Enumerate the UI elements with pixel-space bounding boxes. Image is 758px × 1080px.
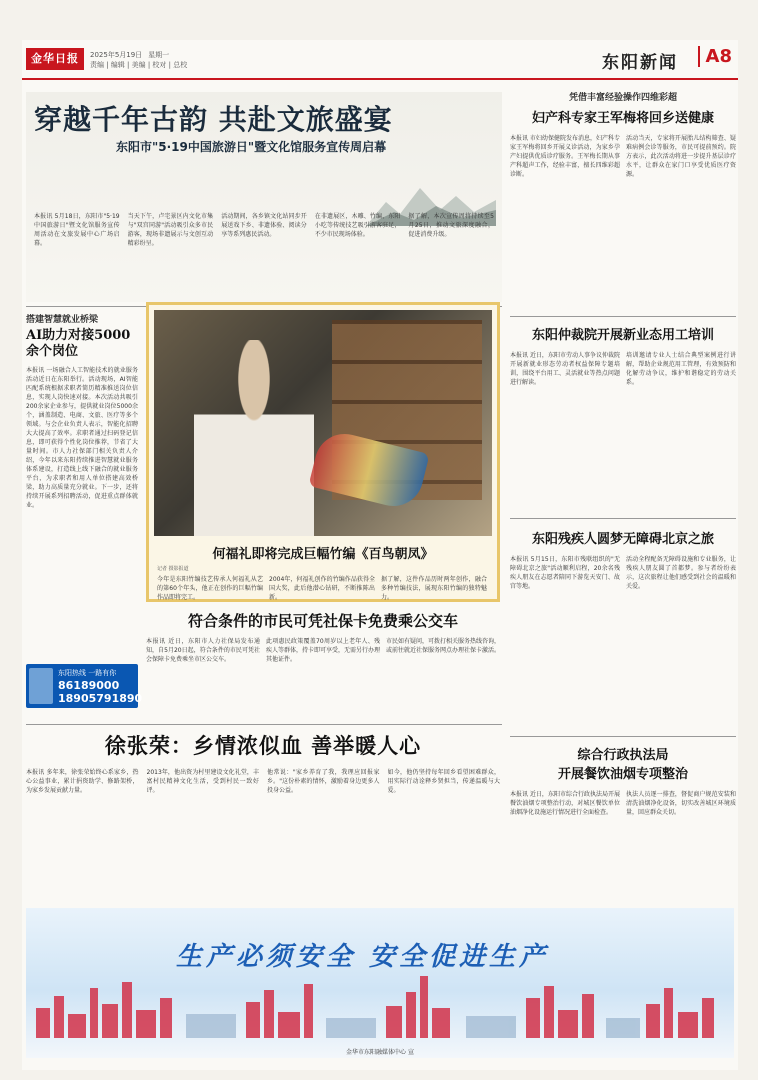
ai-jobs-kicker: 搭建智慧就业桥梁 <box>26 315 99 325</box>
oil-fume-headline-1: 综合行政执法局 <box>577 748 669 763</box>
section-title: 东阳新闻 <box>602 53 678 73</box>
hotline-ad <box>26 664 143 708</box>
ai-jobs-article <box>26 312 138 708</box>
xu-zhangrong-body <box>26 768 500 928</box>
oil-fume-headline-2: 开展餐饮油烟专项整治 <box>557 767 688 782</box>
social-card-bus-column: 市民如有疑问，可拨打相关服务热线咨询，或前往就近社保服务网点办理社保卡激活。 <box>386 638 500 654</box>
photo-story <box>157 575 487 601</box>
xu-zhangrong-column: 如今，他仍坚持每年回乡看望困难群众，用实际行动诠释乡贤担当，传递温暖与大爱。 <box>387 769 500 794</box>
obgyn-article <box>510 90 736 304</box>
divider <box>510 736 736 737</box>
xu-zhangrong-column: 2013年，他出资为村里建设文化礼堂，丰富村民精神文化生活，受到村民一致好评。 <box>146 769 259 794</box>
social-card-bus-headline: 符合条件的市民可凭社保卡免费乘公交车 <box>187 612 458 630</box>
obgyn-kicker: 凭借丰富经验操作四维彩超 <box>568 93 677 103</box>
craftsman-image <box>194 340 314 536</box>
divider <box>26 724 502 725</box>
page-number: A8 <box>698 46 732 67</box>
ai-jobs-body: 本报讯 一场融合人工智能技术的就业服务活动近日在东阳举行。活动现场，AI智能匹配系统根据求职者简历精准推送岗位信息，实现人岗快速对接。本次活动共吸引200余家企业参与，提供就业岗位5000余个，涵盖制造、电商、文旅、医疗等多个领域。与会企业负责人表示，智能化招聘大大提高了效率。求职者通过扫码登记信息，即可获得个性化岗位推荐，节省了大量时间。市人力社保部门相关负责人介绍，今年以来东阳持续推进智慧就业服务体系建设，打造线上线下融合的就业服务平台，为求职者和用人单位搭建高效桥梁，助力高质量充分就业。下一步，还将持续开展系列招聘活动，促进重点群体就业。 <box>26 367 138 509</box>
anchor-avatar <box>29 668 53 704</box>
hotline-number-1: 86189000 <box>58 679 120 692</box>
masthead <box>22 40 738 80</box>
disabled-trip-article <box>510 528 736 745</box>
disabled-trip-headline: 东阳残疾人圆梦无障碍北京之旅 <box>531 532 714 547</box>
lead-subheadline: 东阳市"5·19中国旅游日"暨文化馆服务宣传周启幕 <box>116 140 387 154</box>
newspaper-logo: 金华日报 <box>26 48 84 70</box>
masthead-meta <box>90 50 187 70</box>
issue-weekday: 星期一 <box>148 51 170 59</box>
lead-column: 据了解，本次宣传周将持续至5月25日，推动文旅深度融合，促进消费升级。 <box>408 213 494 238</box>
city-skyline-illustration <box>26 968 734 1038</box>
safety-slogan: 生产必须安全 安全促进生产 <box>176 942 550 972</box>
disabled-trip-column: 本报讯 5月15日，东阳市残联组织的"无障碍北京之旅"活动顺利启程，20余名残疾人朋友在志愿者陪同下游览天安门、故宫等地。 <box>510 556 620 590</box>
ai-jobs-headline: AI助力对接5000余个岗位 <box>26 328 131 359</box>
social-card-bus-article <box>146 610 500 733</box>
obgyn-body <box>510 134 736 304</box>
disabled-trip-column: 活动全程配备无障碍设施和专业服务，让残疾人朋友圆了首都梦。参与者纷纷表示，这次旅程让他们感受到社会的温暖和关爱。 <box>626 556 736 590</box>
arbitration-column: 培训邀请专业人士结合典型案例进行讲解，帮助企业规范用工管理，有效预防和化解劳动争议，维护和谐稳定的劳动关系。 <box>626 352 736 386</box>
xu-zhangrong-headline: 徐张荣：乡情浓似血 善举暖人心 <box>104 733 422 758</box>
hotline-label: 东阳热线 一路有你 <box>58 669 117 677</box>
oil-fume-article <box>510 744 736 910</box>
arbitration-article <box>510 324 736 511</box>
xu-zhangrong-article <box>26 730 500 928</box>
oil-fume-column: 执法人员逐一排查，督促商户规范安装和清洗油烟净化设备，切实改善城区环境质量，回应群众关切。 <box>626 791 736 816</box>
bamboo-weaving-photo <box>154 310 492 536</box>
lead-column: 当天下午，卢宅景区内文化市集与"双宫同游"活动吸引众多市民游客，现场非遗展示与文创互动精彩纷呈。 <box>127 213 214 247</box>
newspaper-page <box>22 40 738 1070</box>
oil-fume-body <box>510 790 736 910</box>
lead-column: 活动期间，各乡镇文化站同步开展送戏下乡、非遗体验、阅读分享等系列惠民活动。 <box>221 213 307 238</box>
social-card-bus-column: 本报讯 近日，东阳市人力社保局发布通知，自5月20日起，符合条件的市民可凭社会保障卡免费乘坐市区公交车。 <box>146 638 260 663</box>
hotline-number-2: 18905791890 <box>58 692 143 705</box>
banner-footer: 金华市东阳融媒体中心 宣 <box>346 1049 414 1056</box>
obgyn-column: 活动当天，专家将开展胎儿结构筛查、疑难病例会诊等服务，市民可提前预约。院方表示，此次活动将进一步提升基层诊疗水平，让群众在家门口享受优质医疗资源。 <box>626 135 736 178</box>
lead-column: 在非遗展区，木雕、竹编、东阳小吃等传统技艺吸引游客驻足，不少市民现场体验。 <box>314 213 401 238</box>
editor-line: 责编 | 编辑 | 美编 | 校对 | 总校 <box>90 61 188 69</box>
arbitration-headline: 东阳仲裁院开展新业态用工培训 <box>531 328 714 343</box>
safety-banner-ad <box>26 908 734 1058</box>
oil-fume-column: 本报讯 近日，东阳市综合行政执法局开展餐饮油烟专项整治行动，对城区餐饮单位油烟净化设施运行情况进行全面检查。 <box>510 791 620 816</box>
feature-photo-box <box>146 302 500 602</box>
photo-story-column: 2004年，何福礼创作的竹编作品获得全国大奖，此后他潜心钻研，不断推陈出新。 <box>269 576 375 601</box>
obgyn-headline: 妇产科专家王军梅将回乡送健康 <box>531 111 714 126</box>
arbitration-column: 本报讯 近日，东阳市劳动人事争议仲裁院开展新就业形态劳动者权益保障专题培训，围绕平台用工、灵活就业等热点问题进行解读。 <box>510 352 620 386</box>
photo-caption: 何福礼即将完成巨幅竹编《百鸟朝凤》 <box>212 547 434 562</box>
photo-credit: 记者 摄影报道 <box>157 566 189 572</box>
arbitration-body <box>510 351 736 511</box>
photo-story-column: 今年是东阳竹编技艺传承人何福礼从艺的第60个年头，他正在创作的巨幅竹编作品即将完工。 <box>157 576 263 601</box>
obgyn-column: 本报讯 市妇幼保健院发布消息，妇产科专家王军梅将回乡开展义诊活动，为家乡孕产妇提供优质诊疗服务。王军梅长期从事产科超声工作，经验丰富，擅长四维彩超诊断。 <box>510 135 620 178</box>
issue-date: 2025年5月19日 <box>90 51 143 59</box>
lead-article <box>26 92 502 302</box>
lead-headline: 穿越千年古韵 共赴文旅盛宴 <box>34 103 393 136</box>
xu-zhangrong-column: 本报讯 多年来，徐张荣始终心系家乡，热心公益事业，累计捐资助学、修路架桥，为家乡发展贡献力量。 <box>26 769 139 794</box>
social-card-bus-body <box>146 637 500 733</box>
lead-column: 本报讯 5月18日，东阳市"5·19中国旅游日"暨文化馆服务宣传周活动在文旅发展中心广场启幕。 <box>34 213 120 247</box>
xu-zhangrong-column: 他常说："家乡养育了我，我理应回报家乡。"这份朴素的情怀，激励着身边更多人投身公益。 <box>267 769 380 794</box>
disabled-trip-body <box>510 555 736 745</box>
divider <box>510 316 736 317</box>
lead-body <box>34 212 494 296</box>
photo-story-column: 据了解，这件作品历时两年创作，融合多种竹编技法，展现东阳竹编的独特魅力。 <box>381 576 487 601</box>
divider <box>510 518 736 519</box>
social-card-bus-column: 此项惠民政策覆盖70周岁以上老年人、残疾人等群体，持卡即可享受，无需另行办理其他证件。 <box>266 638 380 663</box>
